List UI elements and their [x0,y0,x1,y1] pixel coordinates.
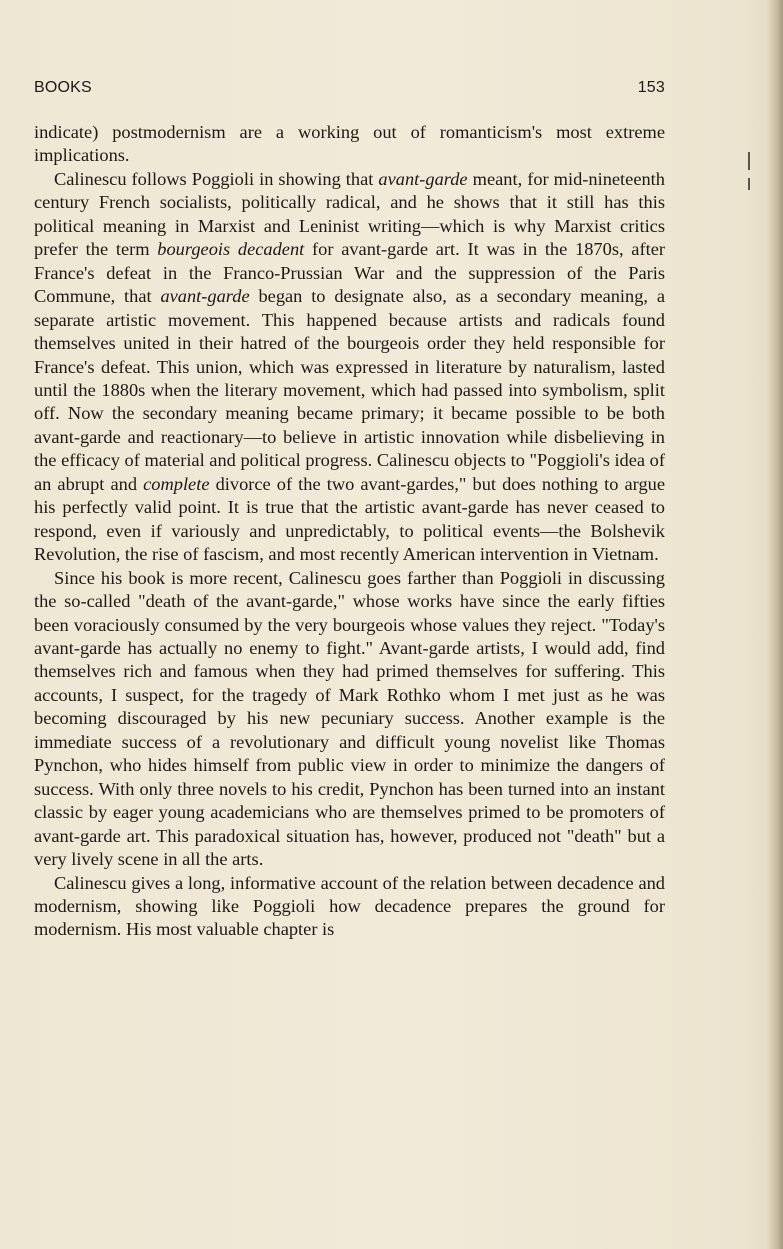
italic-text: avant-garde [160,286,250,307]
paragraph [34,872,665,942]
text-run: divorce of the two avant-gardes," but does nothing to argue his perfectly valid point. It is true that the artistic avant-garde has never ceased to respond, even if variously and unpredictably, to political events—the Bolshevik Revolution, the rise of fascism, and most recently American intervention in Vietnam. [34,473,665,565]
text-run: Since his book is more recent, Calinescu goes farther than Poggioli in discussing the so-called "death of the avant-garde," whose works have since the early fifties been voraciously consumed by the very bourgeois whose values they reject. "Today's avant-garde has actually no enemy to fight." Avant-garde artists, I would add, find themselves rich and famous when they had primed themselves for suffering. This accounts, I suspect, for the tragedy of Mark Rothko whom I met just as he was becoming discouraged by his new pecuniary success. Another example is the immediate success of a revolutionary and difficult young novelist like Thomas Pynchon, who hides himself from public view in order to minimize the dangers of success. With only three novels to his credit, Pynchon has been turned into an instant classic by eager young academicians who are themselves primed to be promoters of avant-garde art. This paradoxical situation has, however, produced not "death" but a very lively scene in all the arts. [34,567,665,870]
italic-text: avant-garde [378,168,468,189]
text-run: Calinescu follows Poggioli in showing that [54,168,379,189]
page-number: 153 [637,79,665,96]
text-run: meant, for mid-nineteenth century French socialists, politically radical, and he shows that it still has this political meaning in Marxist and Leninist writing—which is why Marxist critics prefer the term [34,168,665,260]
italic-text: bourgeois decadent [157,239,305,260]
page-edge-shadow [767,0,783,1249]
text-run: for avant-garde art. It was in the 1870s, after France's defeat in the Franco-Prussian War and the suppression of the Paris Commune, that [34,239,665,307]
text-run: indicate) postmodernism are a working out of romanticism's most extreme implications. [34,122,665,166]
margin-mark [748,178,750,190]
body-text [34,121,665,942]
text-run: began to designate also, as a secondary meaning, a separate artistic movement. This happened because artists and radicals found themselves united in their hatred of the bourgeois order they held responsible for France's defeat. This union, which was expressed in literature by naturalism, lasted until the 1880s when the literary movement, which had passed into symbolism, split off. Now the secondary meaning became primary; it became possible to be both avant-garde and reactionary—to believe in artistic innovation while disbelieving in the efficacy of material and political progress. Calinescu objects to "Poggioli's idea of an abrupt and [34,286,665,494]
paragraph [34,121,665,168]
running-head [34,79,665,103]
text-run: Calinescu gives a long, informative account of the relation between decadence and modernism, showing like Poggioli how decadence prepares the ground for modernism. His most valuable chapter is [34,872,665,940]
paragraph [34,567,665,872]
margin-mark [748,152,750,170]
italic-text: complete [143,473,210,494]
section-title: BOOKS [34,79,92,96]
paragraph [34,168,665,567]
